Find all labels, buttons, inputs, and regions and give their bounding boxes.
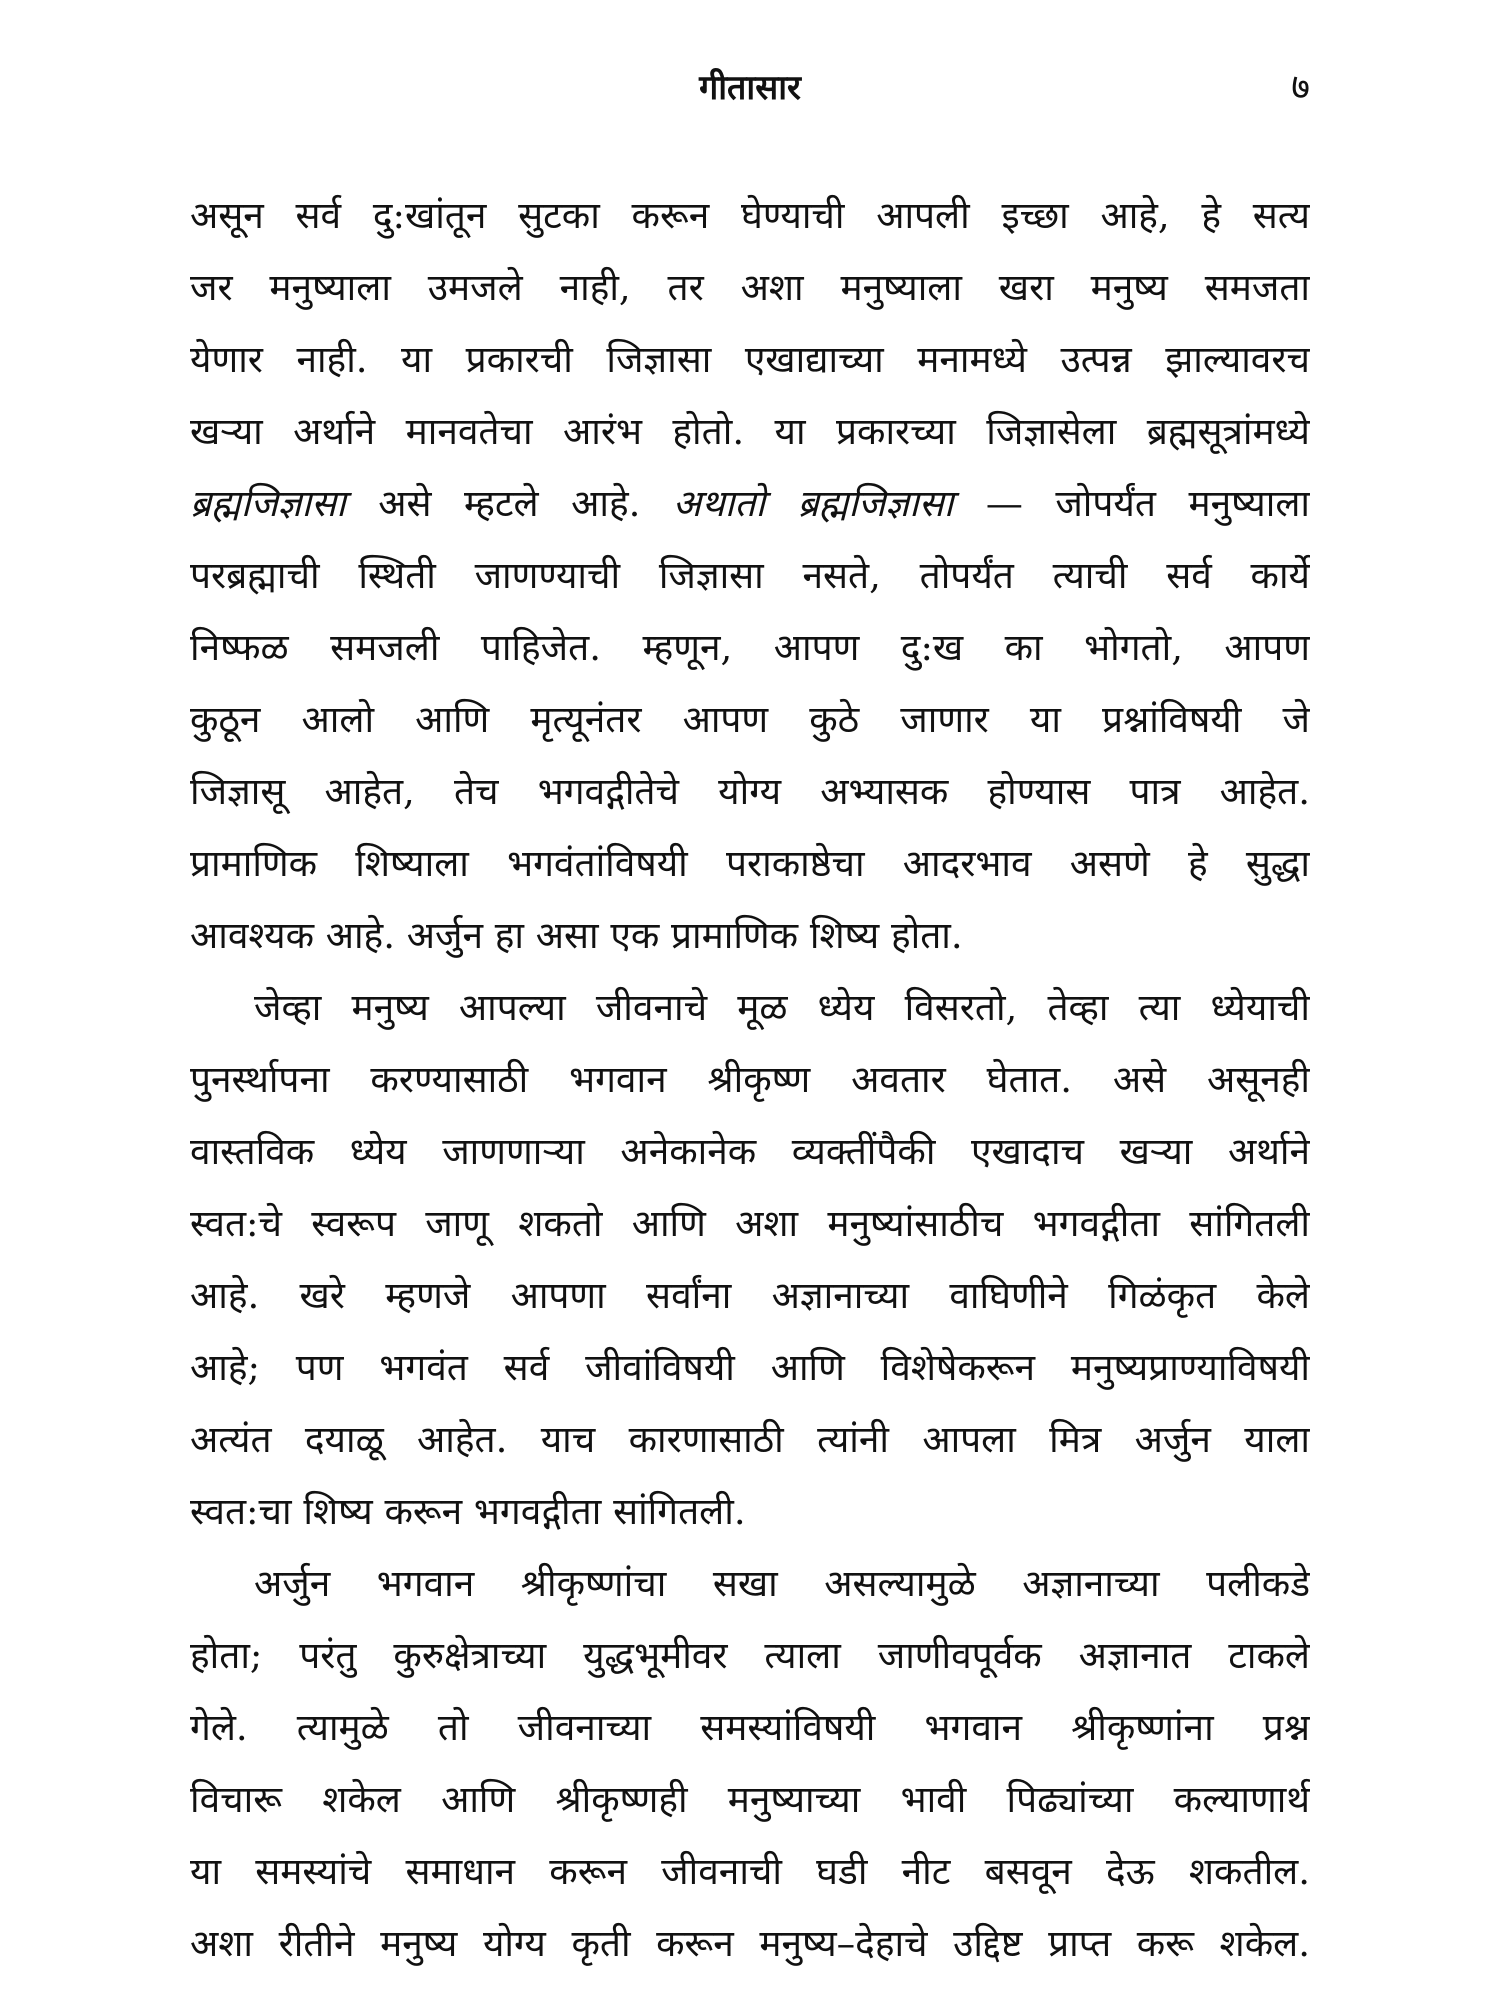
text-line (190, 1764, 1310, 1836)
text-line (190, 1260, 1310, 1332)
text-line (190, 684, 1310, 756)
text-line (190, 828, 1310, 900)
text-run: जर मनुष्याला उमजले नाही, तर अशा मनुष्याला खरा मनुष्य समजता (190, 266, 1310, 309)
text-run: प्रामाणिक शिष्याला भगवंतांविषयी पराकाष्ठेचा आदरभाव असणे हे सुद्धा (190, 842, 1310, 885)
text-run: स्वत:चा शिष्य करून भगवद्गीता सांगितली. (190, 1490, 746, 1533)
text-run: — जोपर्यंत मनुष्याला (953, 482, 1310, 525)
text-run: निष्फळ समजली पाहिजेत. म्हणून, आपण दु:ख का भोगतो, आपण (190, 626, 1310, 669)
text-line (190, 900, 1310, 972)
text-run: आवश्यक आहे. अर्जुन हा असा एक प्रामाणिक शिष्य होता. (190, 914, 963, 957)
text-line (190, 540, 1310, 612)
text-run: अशा रीतीने मनुष्य योग्य कृती करून मनुष्य–देहाचे उद्दिष्ट प्राप्त करू शकेल. (190, 1922, 1310, 1965)
paragraph-1 (190, 180, 1310, 972)
text-line (190, 612, 1310, 684)
text-line (190, 252, 1310, 324)
text-run: या समस्यांचे समाधान करून जीवनाची घडी नीट बसवून देऊ शकतील. (190, 1850, 1310, 1893)
text-line (190, 1836, 1310, 1908)
page-number: ७ (1291, 67, 1310, 108)
text-run: जेव्हा मनुष्य आपल्या जीवनाचे मूळ ध्येय विसरतो, तेव्हा त्या ध्येयाची (254, 986, 1310, 1029)
text-run: येणार नाही. या प्रकारची जिज्ञासा एखाद्याच्या मनामध्ये उत्पन्न झाल्यावरच (190, 338, 1310, 381)
text-line (190, 1692, 1310, 1764)
text-line (190, 1476, 1310, 1548)
text-run: आहे. खरे म्हणजे आपणा सर्वांना अज्ञानाच्या वाघिणीने गिळंकृत केले (190, 1274, 1310, 1317)
running-head (190, 58, 1310, 118)
text-run: गेले. त्यामुळे तो जीवनाच्या समस्यांविषयी भगवान श्रीकृष्णांना प्रश्न (190, 1706, 1310, 1749)
text-run: जिज्ञासू आहेत, तेच भगवद्गीतेचे योग्य अभ्यासक होण्यास पात्र आहेत. (190, 770, 1310, 813)
text-run: स्वत:चे स्वरूप जाणू शकतो आणि अशा मनुष्यांसाठीच भगवद्गीता सांगितली (190, 1202, 1310, 1245)
italic-term: ब्रह्मजिज्ञासा (190, 482, 346, 525)
text-line (190, 972, 1310, 1044)
text-line (190, 1548, 1310, 1620)
text-line (190, 1188, 1310, 1260)
text-run: खऱ्या अर्थाने मानवतेचा आरंभ होतो. या प्रकारच्या जिज्ञासेला ब्रह्मसूत्रांमध्ये (190, 410, 1310, 453)
text-run: परब्रह्माची स्थिती जाणण्याची जिज्ञासा नसते, तोपर्यंत त्याची सर्व कार्ये (190, 554, 1310, 597)
text-run: अत्यंत दयाळू आहेत. याच कारणासाठी त्यांनी आपला मित्र अर्जुन याला (190, 1418, 1310, 1461)
text-line (190, 1908, 1310, 1980)
text-run: असून सर्व दु:खांतून सुटका करून घेण्याची आपली इच्छा आहे, हे सत्य (190, 194, 1310, 237)
text-run: वास्तविक ध्येय जाणणाऱ्या अनेकानेक व्यक्तींपैकी एखादाच खऱ्या अर्थाने (190, 1130, 1310, 1173)
text-run: होता; परंतु कुरुक्षेत्राच्या युद्धभूमीवर त्याला जाणीवपूर्वक अज्ञानात टाकले (190, 1634, 1310, 1677)
text-run: अर्जुन भगवान श्रीकृष्णांचा सखा असल्यामुळे अज्ञानाच्या पलीकडे (254, 1562, 1310, 1605)
text-run: असे म्हटले आहे. (345, 482, 673, 525)
text-line (190, 1332, 1310, 1404)
text-line (190, 1116, 1310, 1188)
paragraph-2 (190, 972, 1310, 1548)
text-line (190, 468, 1310, 540)
text-line (190, 1620, 1310, 1692)
text-run: विचारू शकेल आणि श्रीकृष्णही मनुष्याच्या भावी पिढ्यांच्या कल्याणार्थ (190, 1778, 1310, 1821)
text-run: पुनर्स्थापना करण्यासाठी भगवान श्रीकृष्ण अवतार घेतात. असे असूनही (190, 1058, 1310, 1101)
text-line (190, 1044, 1310, 1116)
text-line (190, 324, 1310, 396)
text-line (190, 180, 1310, 252)
italic-quote: अथातो ब्रह्मजिज्ञासा (672, 482, 954, 525)
running-title: गीतासार (699, 68, 801, 108)
text-run: कुठून आलो आणि मृत्यूनंतर आपण कुठे जाणार या प्रश्नांविषयी जे (190, 698, 1310, 741)
text-run: आहे; पण भगवंत सर्व जीवांविषयी आणि विशेषेकरून मनुष्यप्राण्याविषयी (190, 1346, 1310, 1389)
text-line (190, 396, 1310, 468)
text-line (190, 1404, 1310, 1476)
text-line (190, 756, 1310, 828)
body-text (190, 180, 1310, 1980)
paragraph-3 (190, 1548, 1310, 1980)
